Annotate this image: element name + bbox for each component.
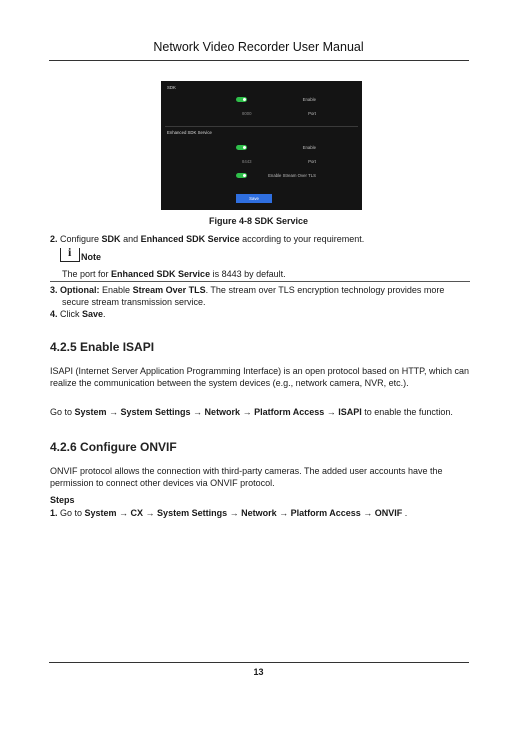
sdk-port-value: 8000 [242, 111, 252, 116]
tls-label: Enable Stream Over TLS [268, 173, 316, 178]
step-4: 4. Click Save. [50, 309, 106, 319]
isapi-goto: Go to System → System Settings → Network → Platform Access → ISAPI to enable the function. [50, 407, 453, 417]
sdk-enable-label: Enable [302, 97, 316, 102]
onvif-step-1: 1. Go to System → CX → System Settings → Network → Platform Access → ONVIF . [50, 508, 408, 518]
isapi-heading: 4.2.5 Enable ISAPI [50, 340, 155, 354]
step-3-continuation: secure stream transmission service. [62, 297, 206, 307]
sdk-enable-toggle [236, 97, 247, 102]
note-label: Note [81, 252, 101, 262]
enhanced-port-label: Port [308, 159, 316, 164]
note-divider [50, 281, 470, 282]
note-icon [60, 248, 80, 262]
enhanced-section-title: Enhanced SDK Service [167, 130, 212, 135]
sdk-section-title: SDK [167, 85, 176, 90]
page-header: Network Video Recorder User Manual [153, 40, 364, 54]
figure-caption: Figure 4-8 SDK Service [208, 216, 309, 226]
note-text: The port for Enhanced SDK Service is 8443 by default. [62, 269, 286, 279]
footer-divider [49, 662, 469, 663]
onvif-paragraph: ONVIF protocol allows the connection with third-party cameras. The added user accounts have the permission to connect other devices via ONVIF protocol. [50, 466, 443, 488]
enhanced-port-value: 8443 [242, 159, 252, 164]
steps-label: Steps [50, 495, 75, 505]
sdk-service-screenshot [161, 81, 362, 210]
header-divider [49, 60, 469, 61]
tls-toggle [236, 173, 247, 178]
step-2: 2. Configure SDK and Enhanced SDK Service according to your requirement. [50, 234, 365, 244]
save-button: Save [236, 194, 272, 203]
isapi-paragraph: ISAPI (Internet Server Application Programming Interface) is an open protocol based on HTTP, which can realize the communication between the system devices (e.g., network camera, NVR, etc.). [50, 366, 470, 388]
enhanced-enable-label: Enable [302, 145, 316, 150]
sdk-port-label: Port [308, 111, 316, 116]
enhanced-enable-toggle [236, 145, 247, 150]
step-3: 3. Optional: Enable Stream Over TLS. The stream over TLS encryption technology provides more [50, 285, 445, 295]
section-divider [165, 126, 358, 127]
onvif-heading: 4.2.6 Configure ONVIF [50, 440, 177, 454]
page-number: 13 [253, 667, 264, 677]
